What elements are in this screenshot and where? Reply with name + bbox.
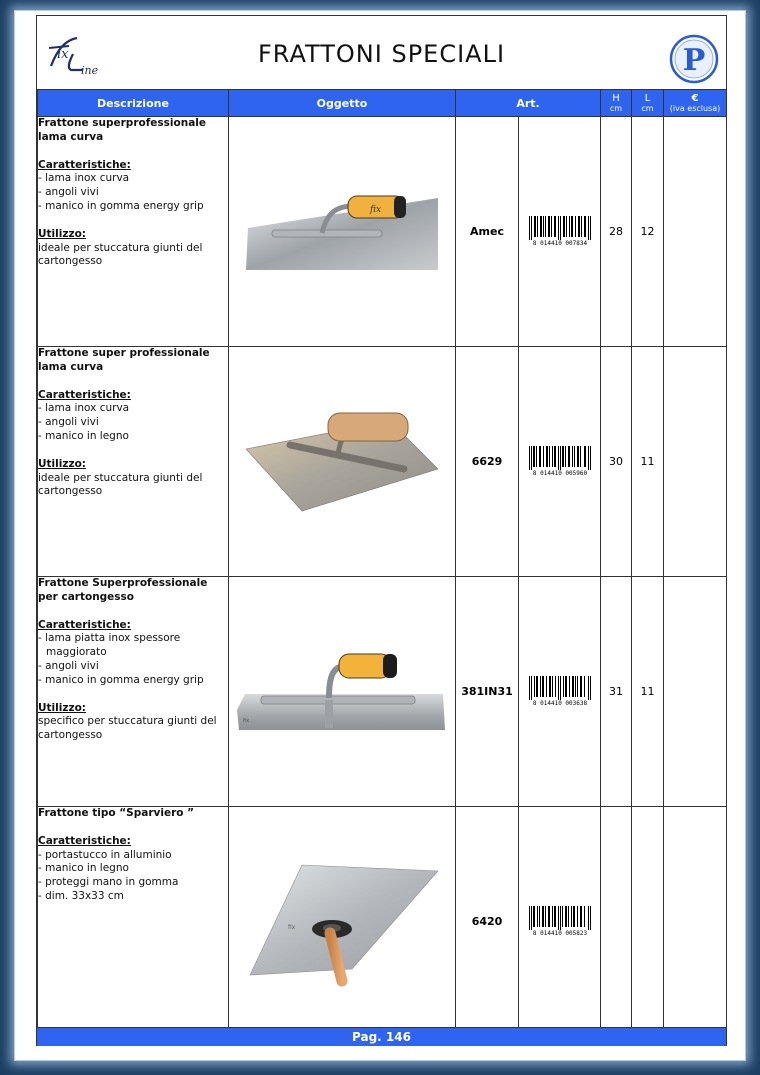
feature-item: maggiorato xyxy=(46,646,107,659)
barcode-number: 8 014410 007834 xyxy=(532,239,587,246)
product-name-line: Frattone super professionale xyxy=(38,347,210,359)
product-image-cell xyxy=(229,117,456,347)
barcode-cell xyxy=(519,117,601,347)
height-value: 28 xyxy=(601,117,632,347)
col-header-oggetto: Oggetto xyxy=(229,90,456,117)
barcode-number: 8 014410 005823 xyxy=(532,929,587,936)
col-header-art: Art. xyxy=(456,90,601,117)
description-cell xyxy=(38,117,229,347)
features-heading: Caratteristiche: xyxy=(38,618,131,631)
svg-text:fix: fix xyxy=(370,204,382,215)
feature-item: - dim. 33x33 cm xyxy=(38,889,124,902)
features-heading: Caratteristiche: xyxy=(38,158,131,171)
table-header-row xyxy=(38,90,727,117)
catalog-sheet xyxy=(36,15,727,1046)
table-row xyxy=(38,807,727,1037)
col-header-h-unit: cm xyxy=(609,104,623,113)
badge-letter: P xyxy=(682,43,706,78)
trowel-flat-energy-grip-image xyxy=(235,652,449,732)
product-name-line: Frattone tipo “Sparviero ” xyxy=(38,807,195,819)
product-name-line: Frattone Superprofessionale xyxy=(38,577,208,589)
description-cell xyxy=(38,347,229,577)
feature-item: - angoli vivi xyxy=(38,659,99,672)
feature-item: - manico in legno xyxy=(38,429,129,442)
barcode-icon xyxy=(522,444,598,476)
usage-line: ideale per stuccatura giunti del xyxy=(38,471,203,484)
usage-line: specifico per stuccatura giunti del xyxy=(38,715,217,728)
feature-item: - lama piatta inox spessore xyxy=(38,632,181,645)
price-value xyxy=(664,577,727,807)
feature-item: - angoli vivi xyxy=(38,416,99,429)
feature-item: - proteggi mano in gomma xyxy=(38,876,179,889)
product-image-cell xyxy=(229,347,456,577)
features-heading: Caratteristiche: xyxy=(38,388,131,401)
usage-line: cartongesso xyxy=(38,729,103,742)
usage-line: ideale per stuccatura giunti del xyxy=(38,241,203,254)
length-value xyxy=(632,807,664,1037)
product-image-cell xyxy=(229,577,456,807)
col-header-l-label: L xyxy=(644,93,651,104)
product-name-line: lama curva xyxy=(38,360,104,373)
feature-item: - manico in legno xyxy=(38,862,129,875)
barcode-icon xyxy=(522,674,598,706)
feature-item: - portastucco in alluminio xyxy=(38,848,172,861)
svg-text:ix: ix xyxy=(57,47,69,62)
col-header-l xyxy=(632,90,664,117)
article-code: Amec xyxy=(456,117,519,347)
page-title: FRATTONI SPECIALI xyxy=(257,40,506,68)
product-name-line: lama curva xyxy=(38,130,104,143)
article-code: 6629 xyxy=(456,347,519,577)
height-value: 30 xyxy=(601,347,632,577)
page-number: Pag. 146 xyxy=(37,1027,726,1046)
usage-heading: Utilizzo: xyxy=(38,701,86,714)
barcode-number: 8 014410 005960 xyxy=(532,469,587,476)
barcode-cell xyxy=(519,577,601,807)
length-value: 11 xyxy=(632,577,664,807)
barcode-cell xyxy=(519,807,601,1037)
feature-item: - lama inox curva xyxy=(38,172,130,185)
usage-line: cartongesso xyxy=(38,255,103,268)
col-header-price-symbol: € xyxy=(691,93,699,104)
article-code: 381IN31 xyxy=(456,577,519,807)
trowel-wooden-handle-image xyxy=(242,407,442,517)
description-cell xyxy=(38,807,229,1037)
trowel-curved-energy-grip-image xyxy=(242,192,442,272)
feature-item: - angoli vivi xyxy=(38,186,99,199)
col-header-price xyxy=(664,90,727,117)
barcode-icon xyxy=(522,214,598,246)
page-frame xyxy=(14,10,746,1061)
price-value xyxy=(664,117,727,347)
usage-heading: Utilizzo: xyxy=(38,457,86,470)
article-code: 6420 xyxy=(456,807,519,1037)
svg-text:ine: ine xyxy=(81,64,99,76)
height-value: 31 xyxy=(601,577,632,807)
barcode-icon xyxy=(522,904,598,936)
product-name-line: Frattone superprofessionale xyxy=(38,117,206,129)
svg-text:fix: fix xyxy=(243,717,250,724)
barcode-number: 8 014410 003638 xyxy=(532,699,587,706)
col-header-descrizione: Descrizione xyxy=(38,90,229,117)
col-header-h xyxy=(601,90,632,117)
usage-heading: Utilizzo: xyxy=(38,227,86,240)
product-image-cell xyxy=(229,807,456,1037)
price-value xyxy=(664,807,727,1037)
table-row xyxy=(38,577,727,807)
length-value: 12 xyxy=(632,117,664,347)
col-header-price-note: (iva esclusa) xyxy=(669,104,721,113)
feature-item: - manico in gomma energy grip xyxy=(38,199,204,212)
price-value xyxy=(664,347,727,577)
col-header-l-unit: cm xyxy=(641,104,654,113)
page-header xyxy=(37,16,726,90)
hawk-sparviero-image xyxy=(242,857,442,987)
table-row xyxy=(38,347,727,577)
product-table xyxy=(37,89,727,1037)
parking-p-badge-icon xyxy=(669,34,719,84)
features-heading: Caratteristiche: xyxy=(38,834,131,847)
usage-line: cartongesso xyxy=(38,485,103,498)
feature-item: - manico in gomma energy grip xyxy=(38,673,204,686)
feature-item: - lama inox curva xyxy=(38,402,130,415)
product-name-line: per cartongesso xyxy=(38,590,135,603)
col-header-h-label: H xyxy=(612,93,620,104)
svg-text:fix: fix xyxy=(288,923,296,931)
height-value xyxy=(601,807,632,1037)
barcode-cell xyxy=(519,347,601,577)
description-cell xyxy=(38,577,229,807)
length-value: 11 xyxy=(632,347,664,577)
table-row xyxy=(38,117,727,347)
